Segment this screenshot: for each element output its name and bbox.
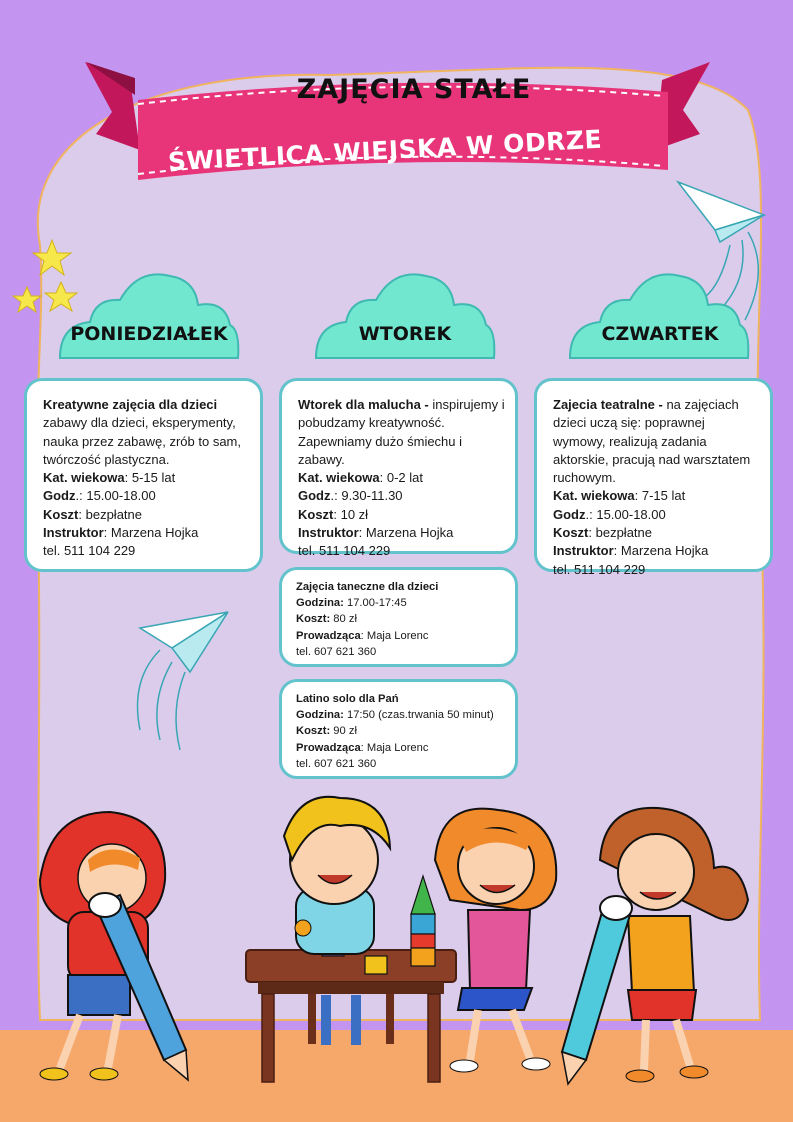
instructor-label: Instruktor: [298, 525, 359, 541]
monday-card: [24, 378, 263, 572]
card-title: Latino solo dla Pań: [296, 693, 399, 705]
day-label-monday: PONIEDZIAŁEK: [70, 323, 228, 345]
cost-value: : 10 zł: [333, 506, 369, 522]
age-label: Kat. wiekowa: [43, 470, 125, 486]
phone: tel. 607 621 360: [296, 645, 377, 658]
phone: tel. 511 104 229: [553, 561, 646, 577]
instructor-value: : Marzena Hojka: [358, 525, 454, 541]
cost-value: 80 zł: [330, 613, 357, 626]
cost-value: 90 zł: [330, 725, 357, 738]
phone: tel. 607 621 360: [296, 757, 377, 770]
tuesday-card: [279, 378, 518, 559]
cost-label: Koszt: [553, 525, 589, 541]
child-illustration: [40, 812, 165, 1080]
leader-label: Prowadząca: [296, 629, 361, 642]
phone: tel. 511 104 229: [43, 543, 136, 559]
age-value: : 5-15 lat: [124, 470, 176, 486]
hour-value: 17.00-17:45: [343, 597, 407, 610]
child-illustration: [600, 808, 748, 1082]
age-label: Kat. wiekowa: [553, 488, 635, 504]
hour-value: 17:50 (czas.trwania 50 minut): [343, 709, 494, 722]
cloud-icon: [570, 274, 748, 358]
instructor-value: : Marzena Hojka: [103, 525, 199, 541]
child-illustration: [435, 809, 556, 1072]
time-label: Godz: [298, 488, 331, 504]
leader-value: : Maja Lorenc: [360, 629, 429, 642]
card-title: Wtorek dla malucha -: [298, 397, 429, 412]
hour-label: Godzina:: [296, 597, 344, 610]
cost-label: Koszt: [298, 506, 334, 522]
card-title: Zajecia teatralne -: [553, 397, 663, 412]
time-label: Godz: [43, 488, 76, 504]
card-description: zabawy dla dzieci, eksperymenty, nauka przez zabawę, zrób to sam, twórczość plastyczna.: [43, 415, 241, 467]
pencil-icon: [562, 896, 632, 1084]
hour-label: Godzina:: [296, 709, 344, 722]
age-label: Kat. wiekowa: [298, 470, 380, 486]
cost-label: Koszt:: [296, 613, 331, 626]
latino-card: [279, 679, 518, 779]
time-label: Godz: [553, 506, 586, 522]
card-title: Zajęcia taneczne dla dzieci: [296, 581, 439, 593]
age-value: : 7-15 lat: [634, 488, 686, 504]
card-title: Kreatywne zajęcia dla dzieci: [43, 397, 218, 412]
age-value: : 0-2 lat: [379, 470, 423, 486]
cost-label: Koszt: [43, 506, 79, 522]
cloud-icon: [60, 274, 238, 358]
day-label-tuesday: WTOREK: [358, 323, 452, 345]
thursday-card: [534, 378, 773, 577]
child-illustration: [284, 797, 390, 1045]
dance-card: [279, 567, 518, 667]
leader-value: : Maja Lorenc: [360, 741, 429, 754]
instructor-label: Instruktor: [553, 543, 614, 559]
cost-value: : bezpłatne: [78, 506, 142, 522]
leader-label: Prowadząca: [296, 741, 361, 754]
cost-value: : bezpłatne: [588, 525, 652, 541]
instructor-label: Instruktor: [43, 525, 104, 541]
time-value: .: 15.00-18.00: [585, 506, 666, 522]
phone: tel. 511 104 229: [298, 543, 391, 559]
card-description: na zajęciach dzieci uczą się: poprawnej wymowy, realizują zadania aktorskie, pracują nad warsztatem ruchowym.: [553, 397, 751, 486]
card-description: inspirujemy i pobudzamy kreatywność. Zapewniamy dużo śmiechu i zabawy.: [298, 397, 505, 467]
time-value: .: 15.00-18.00: [75, 488, 156, 504]
ribbon-title: ŚWIETLICA WIEJSKA W ODRZE: [167, 124, 603, 177]
cloud-icon: [316, 274, 494, 358]
time-value: .: 9.30-11.30: [330, 488, 403, 504]
cost-label: Koszt:: [296, 725, 331, 738]
instructor-value: : Marzena Hojka: [613, 543, 709, 559]
paper-plane-icon: [138, 612, 229, 750]
star-icon: [13, 240, 77, 312]
page-title: ZAJĘCIA STAŁE: [296, 74, 532, 105]
day-label-thursday: CZWARTEK: [601, 323, 719, 345]
